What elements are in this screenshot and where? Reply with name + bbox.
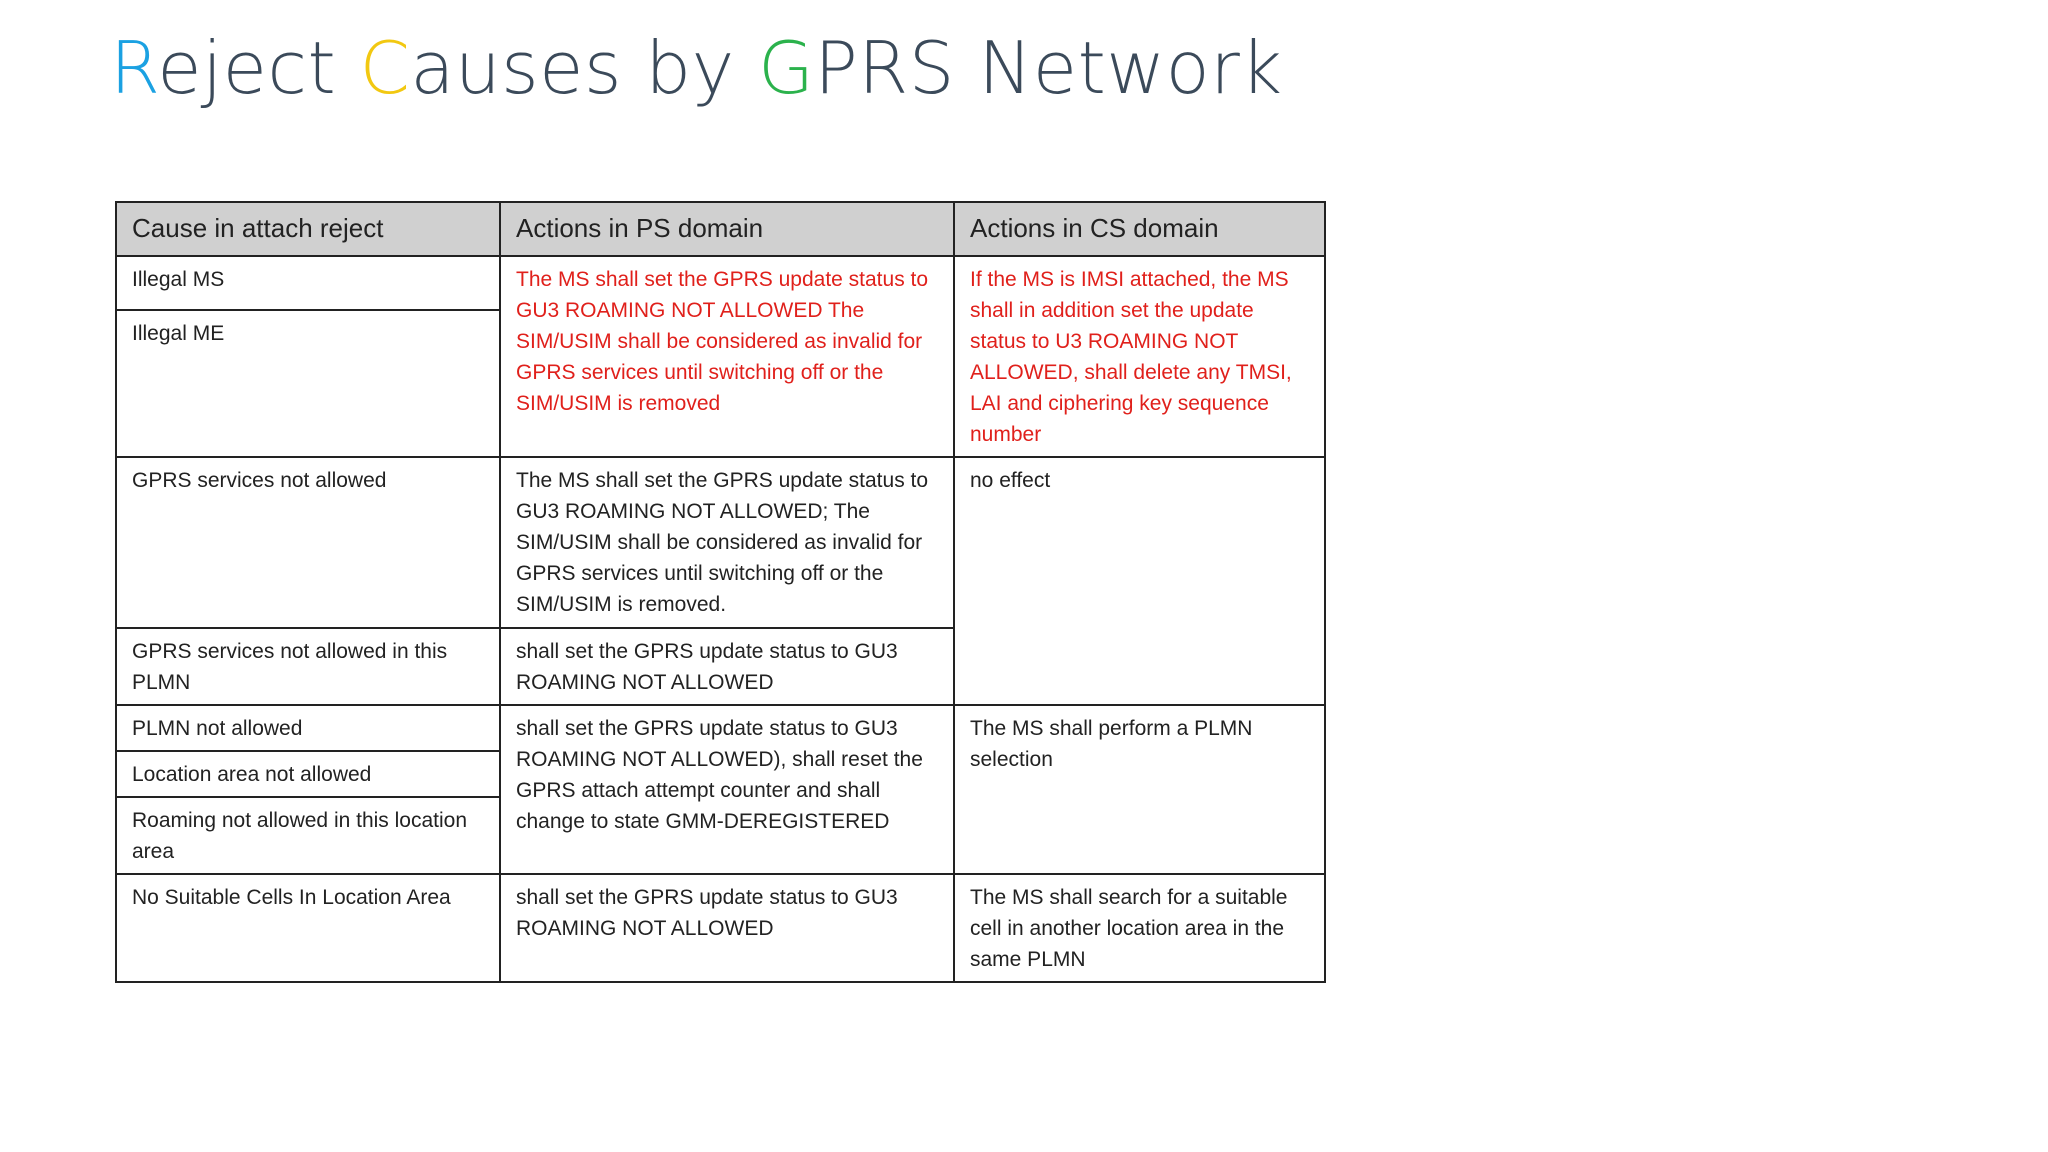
- cause-cell: GPRS services not allowed: [116, 457, 500, 628]
- header-cause: Cause in attach reject: [116, 202, 500, 256]
- table-header-row: [116, 202, 1325, 256]
- table-row: [116, 705, 1325, 751]
- table-row: [116, 874, 1325, 982]
- title-word-by: by: [645, 26, 735, 110]
- cause-cell: PLMN not allowed: [116, 705, 500, 751]
- header-cs-actions: Actions in CS domain: [954, 202, 1325, 256]
- ps-action-cell: shall set the GPRS update status to GU3 ROAMING NOT ALLOWED: [500, 874, 954, 982]
- ps-action-cell: shall set the GPRS update status to GU3 ROAMING NOT ALLOWED), shall reset the GPRS attach attempt counter and shall change to state GMM-DEREGISTERED: [500, 705, 954, 874]
- cause-cell: Illegal ME: [116, 310, 500, 457]
- title-word-eject: eject: [157, 26, 337, 110]
- cause-cell: GPRS services not allowed in this PLMN: [116, 628, 500, 705]
- title-word-auses: auses: [410, 26, 622, 110]
- header-ps-actions: Actions in PS domain: [500, 202, 954, 256]
- title-initial-g: G: [758, 26, 815, 110]
- cs-action-cell: If the MS is IMSI attached, the MS shall in addition set the update status to U3 ROAMING NOT ALLOWED, shall delete any TMSI, LAI and ciphering key sequence number: [954, 256, 1325, 457]
- cs-action-cell: The MS shall search for a suitable cell in another location area in the same PLMN: [954, 874, 1325, 982]
- ps-action-cell: The MS shall set the GPRS update status to GU3 ROAMING NOT ALLOWED The SIM/USIM shall be considered as invalid for GPRS services until switching off or the SIM/USIM is removed: [500, 256, 954, 457]
- cause-cell: Location area not allowed: [116, 751, 500, 797]
- title-initial-r: R: [110, 26, 158, 110]
- cause-cell: No Suitable Cells In Location Area: [116, 874, 500, 982]
- ps-action-cell: The MS shall set the GPRS update status to GU3 ROAMING NOT ALLOWED; The SIM/USIM shall be considered as invalid for GPRS services until switching off or the SIM/USIM is removed.: [500, 457, 954, 628]
- title-initial-c: C: [359, 26, 411, 110]
- table-row: [116, 256, 1325, 310]
- cs-action-cell: The MS shall perform a PLMN selection: [954, 705, 1325, 874]
- title-word-network: Network: [978, 26, 1283, 110]
- cause-cell: Roaming not allowed in this location area: [116, 797, 500, 874]
- reject-causes-table: [115, 201, 1326, 983]
- cause-cell: Illegal MS: [116, 256, 500, 310]
- ps-action-cell: shall set the GPRS update status to GU3 ROAMING NOT ALLOWED: [500, 628, 954, 705]
- table-row: [116, 457, 1325, 628]
- page-title: [110, 16, 1283, 120]
- cs-action-cell: no effect: [954, 457, 1325, 705]
- title-word-prs: PRS: [814, 26, 956, 110]
